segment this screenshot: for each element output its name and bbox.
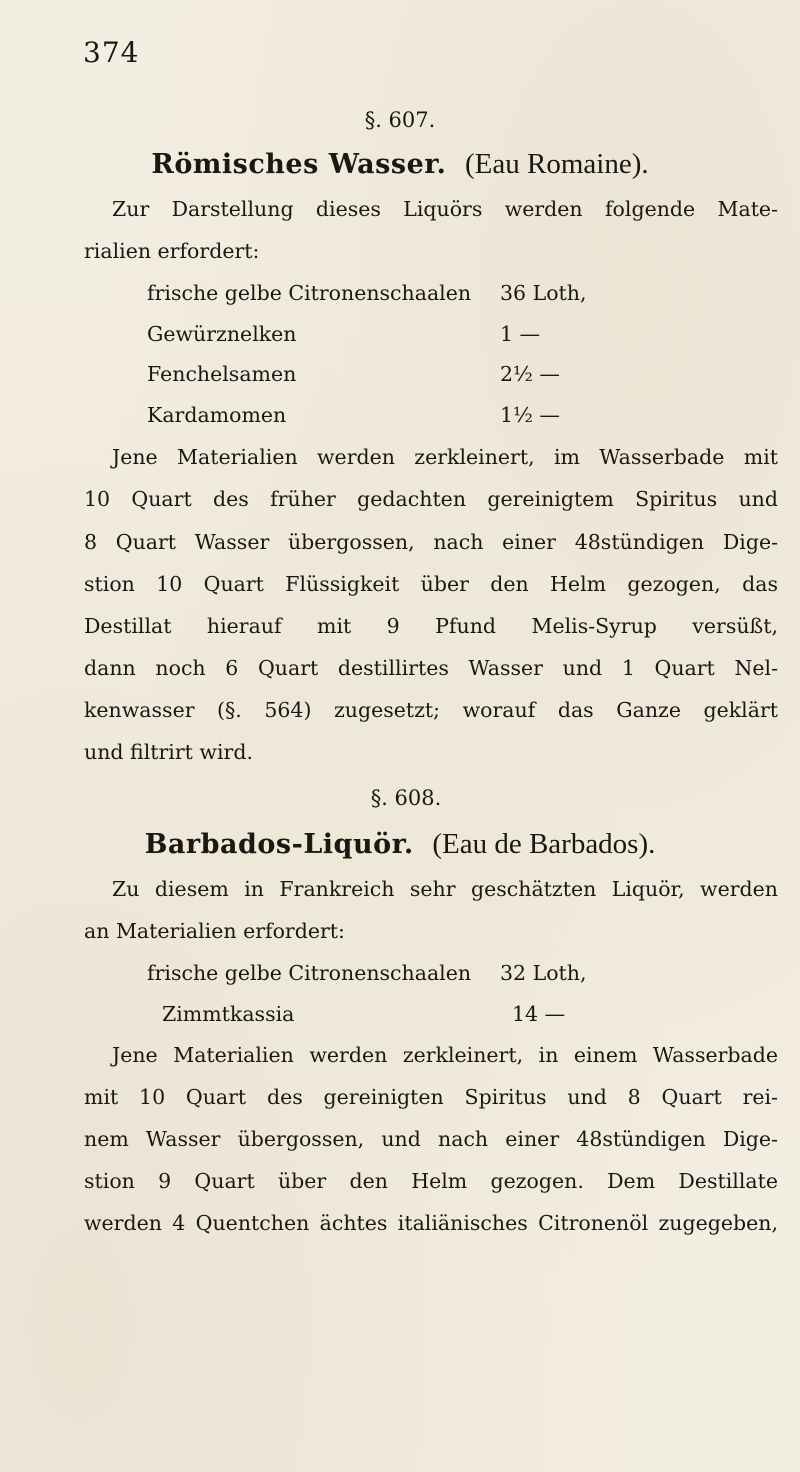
ingredient-amount: 32 Loth,: [500, 961, 587, 985]
text-line: stion 10 Quart Flüssigkeit über den Helm gezogen, das: [84, 572, 778, 596]
text-line: Destillat hierauf mit 9 Pfund Melis-Syrup versüßt,: [84, 614, 778, 638]
text-line: werden 4 Quentchen ächtes italiänisches Citronenöl zugegeben,: [84, 1211, 778, 1235]
ingredient-name: Kardamomen: [147, 403, 287, 427]
section-title: Römisches Wasser.: [151, 149, 447, 180]
section-number: §. 608.: [370, 786, 442, 810]
ingredient-amount: 1 —: [500, 322, 541, 346]
section-title-latin: (Eau de Barbados).: [432, 828, 656, 860]
section-heading: [0, 148, 800, 181]
text-line: Jene Materialien werden zerkleinert, in einem Wasserbade: [112, 1043, 778, 1067]
text-line: kenwasser (§. 564) zugesetzt; worauf das Ganze geklärt: [84, 698, 778, 722]
text-line: 8 Quart Wasser übergossen, nach einer 48stündigen Dige-: [84, 530, 778, 554]
text-line: dann noch 6 Quart destillirtes Wasser und 1 Quart Nel-: [84, 656, 778, 680]
page-number: 374: [83, 36, 140, 69]
ingredient-name: Gewürznelken: [147, 322, 297, 346]
section-number: §. 607.: [364, 108, 436, 132]
ingredient-name: frische gelbe Citronenschaalen: [147, 281, 472, 305]
ingredient-amount: 36 Loth,: [500, 281, 587, 305]
text-line: 10 Quart des früher gedachten gereinigtem Spiritus und: [84, 487, 778, 511]
section-title: Barbados-Liquör.: [144, 829, 414, 860]
text-line: Jene Materialien werden zerkleinert, im Wasserbade mit: [112, 445, 778, 469]
text-line: rialien erfordert:: [84, 239, 260, 263]
text-line: nem Wasser übergossen, und nach einer 48stündigen Dige-: [84, 1127, 778, 1151]
text-line: an Materialien erfordert:: [84, 919, 345, 943]
text-line: Zu diesem in Frankreich sehr geschätzten Liquör, werden: [112, 877, 778, 901]
text-line: und filtrirt wird.: [84, 740, 253, 764]
ingredient-amount: 14 —: [512, 1002, 566, 1026]
text-line: stion 9 Quart über den Helm gezogen. Dem Destillate: [84, 1169, 778, 1193]
ingredient-name: Zimmtkassia: [162, 1002, 295, 1026]
text-line: mit 10 Quart des gereinigten Spiritus und 8 Quart rei-: [84, 1085, 778, 1109]
ingredient-amount: 2½ —: [500, 362, 560, 386]
section-heading: [0, 828, 800, 861]
ingredient-name: frische gelbe Citronenschaalen: [147, 961, 472, 985]
text-line: Zur Darstellung dieses Liquörs werden folgende Mate-: [112, 197, 778, 221]
ingredient-name: Fenchelsamen: [147, 362, 297, 386]
section-title-latin: (Eau Romaine).: [465, 148, 649, 180]
ingredient-amount: 1½ —: [500, 403, 560, 427]
